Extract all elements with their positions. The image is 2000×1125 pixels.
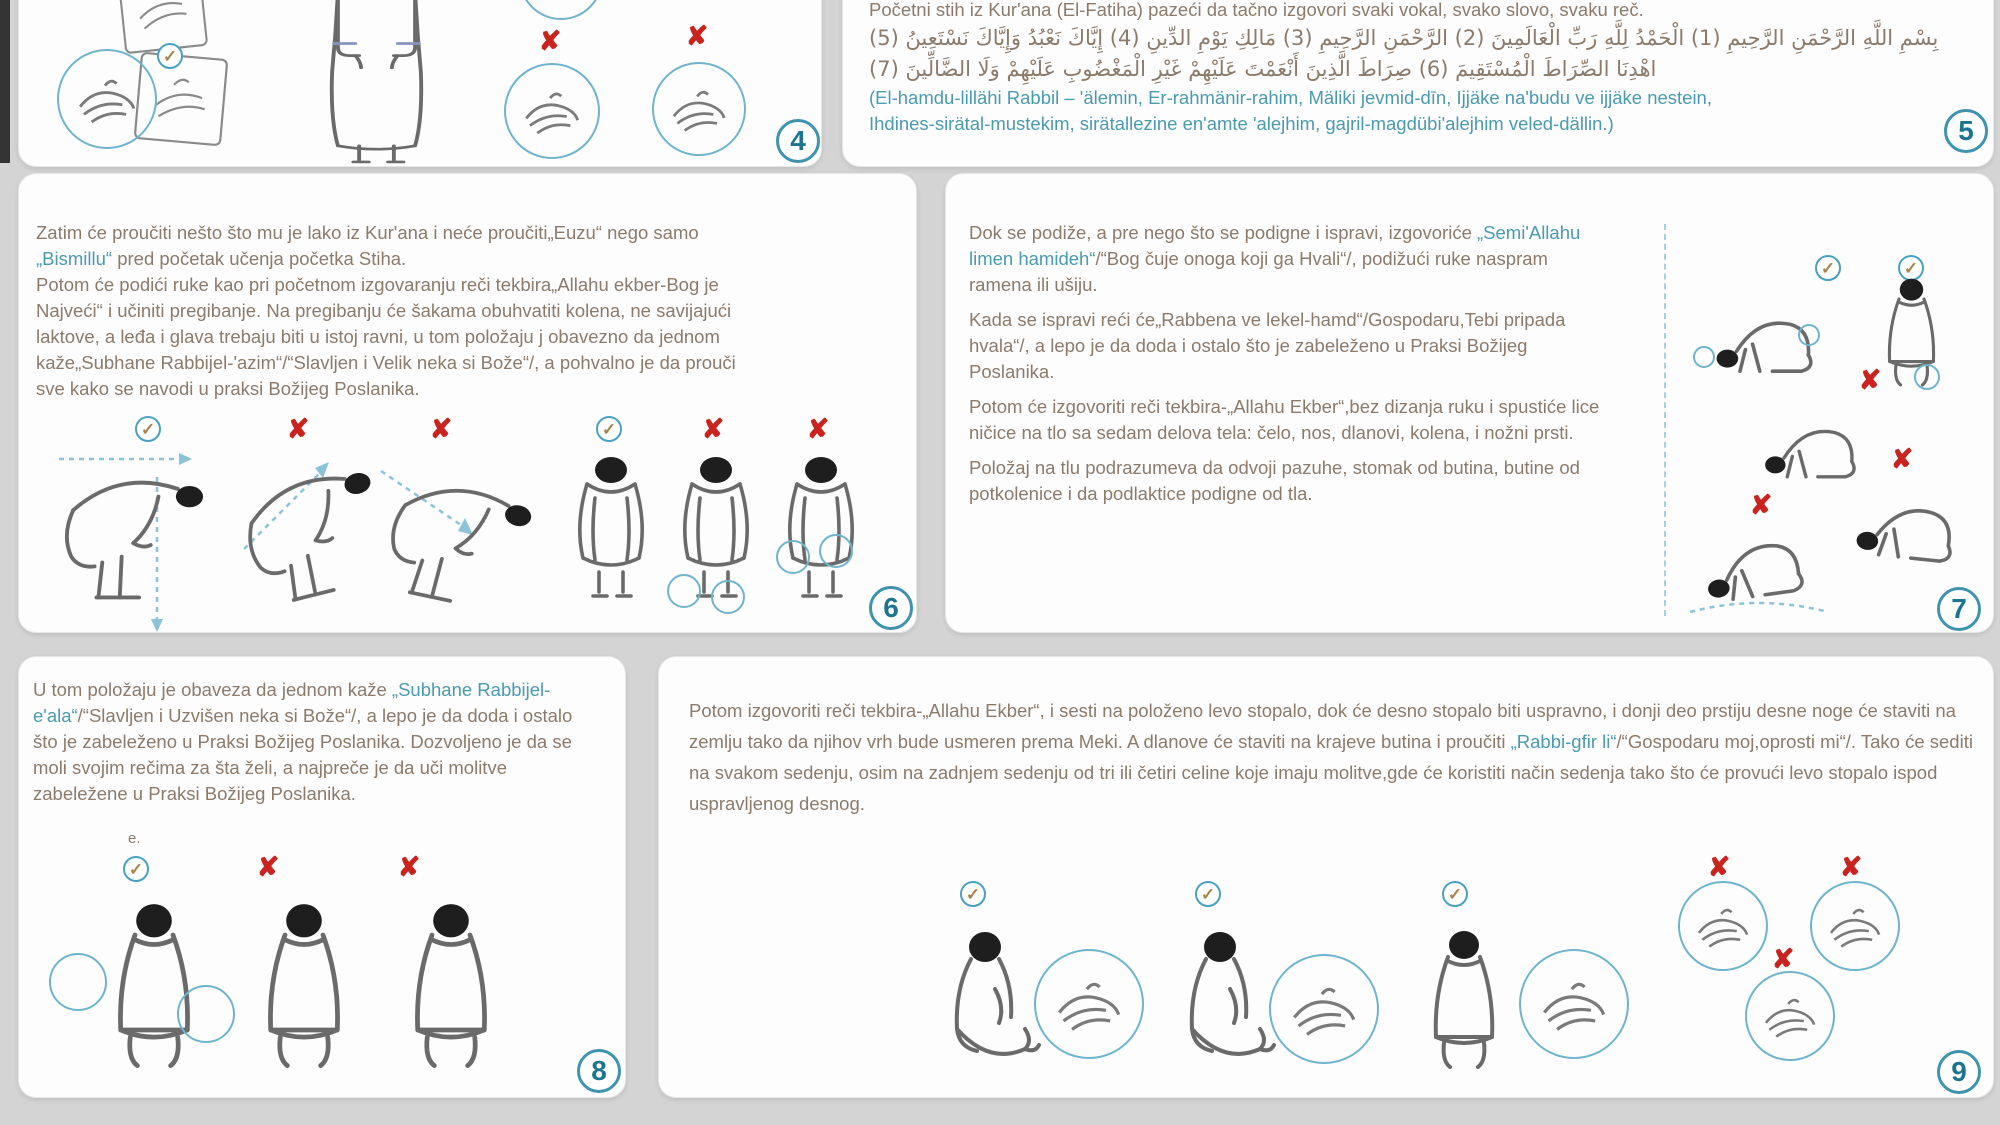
cross-icon: ✘ <box>1839 851 1863 882</box>
panel-6-paragraph-1 <box>36 220 754 272</box>
panel-8 <box>18 656 626 1098</box>
panel-7-paragraph-2: Kada se ispravi reći će„Rabbena ve lekel-hamd“/Gospodaru,Tebi pripada hvala“/, a lepo je da doda i ostalo što je zabeleženo u Praksi Božijeg Poslanika. <box>969 309 1566 382</box>
dashed-divider <box>1664 224 1666 616</box>
panel-5-number-badge <box>1944 109 1988 153</box>
panel-8-number-badge <box>577 1049 621 1093</box>
figure-bowing-front-wrong <box>771 446 871 616</box>
panel-8-highlight-subhane: „Subhane Rabbijel-e'ala“ <box>33 679 551 726</box>
figure-sitting-rear-correct <box>1404 925 1524 1085</box>
panel-9-text-run: Potom izgovoriti reči tekbira-„Allahu Ekber“, i sesti na položeno levo stopalo, dok će desno stopalo biti uspravno, i donji deo prstiju desne noge će staviti na zemlju tako da njihov vrh bude usmeren prema Meki. A dlanove će staviti na krajeve butina i proučiti <box>689 700 1956 752</box>
panel-4 <box>18 0 822 167</box>
panel-4-number: 4 <box>790 125 806 156</box>
panel-8-text-run: /“Slavljen i Uzvišen neka si Bože“/, a lepo je da doda i ostalo što je zabeleženo u Praksi Božijeg Poslanika. Dozvoljeno je da se moli svojim rečima za šta želi, a najpreče je da uči molitve zabeležene u Praksi Božijeg Poslanika. <box>33 705 573 804</box>
wrong-hand-position-circle <box>504 63 600 159</box>
page-edge-shadow <box>0 0 10 163</box>
cross-icon: ✘ <box>1707 851 1731 882</box>
cross-icon: ✘ <box>1858 364 1882 395</box>
figure-prostration-rear-correct <box>1864 274 1959 399</box>
figure-kneeling-rear-wrong <box>229 897 379 1087</box>
figure-bowing-front-correct <box>561 446 661 616</box>
wrong-foot-circle <box>1745 971 1835 1061</box>
knee-detail-circle <box>819 534 853 568</box>
hand-detail-circle <box>519 0 603 20</box>
panel-8-number: 8 <box>591 1055 607 1086</box>
panel-7-paragraph-4: Položaj na tlu podrazumeva da odvoji pazuhe, stomak od butina, butine od potkolenice i da podlaktice podigne od tla. <box>969 457 1580 504</box>
cross-icon: ✘ <box>256 851 280 882</box>
cross-icon: ✘ <box>397 851 421 882</box>
check-icon: ✓ <box>135 416 161 442</box>
cross-icon: ✘ <box>701 413 725 444</box>
hand-detail-circle <box>57 49 157 149</box>
detail-circle <box>1914 364 1940 390</box>
panel-7-number: 7 <box>1951 593 1967 624</box>
panel-5-intro: Početni stih iz Kur'ana (El-Fatiha) pazeći da tačno izgovori svaki vokal, svako slovo, svaku reč. <box>869 0 1644 20</box>
panel-7-highlight-semiallahu: „Semi'Allahu limen hamideh“ <box>969 222 1581 269</box>
panel-7-text-run: Dok se podiže, a pre nego što se podigne i ispravi, izgovoriće <box>969 222 1478 243</box>
check-icon: ✓ <box>960 881 986 907</box>
panel-5-number: 5 <box>1958 115 1974 146</box>
check-icon: ✓ <box>123 856 149 882</box>
panel-6-text <box>36 220 754 402</box>
figure-prostration-wrong <box>1842 472 1986 576</box>
panel-6-number-badge <box>869 586 913 630</box>
panel-6-highlight-bismillu: „Bismillu“ <box>36 248 113 269</box>
figure-kneeling-rear-wrong <box>376 897 526 1087</box>
panel-6-text-run: pred početak učenja početka Stiha. <box>112 248 407 269</box>
panel-9-paragraph <box>689 695 1975 819</box>
panel-9-number-badge <box>1937 1050 1981 1094</box>
cross-icon: ✘ <box>806 413 830 444</box>
foot-detail-circle <box>49 953 107 1011</box>
panel-8-text <box>33 677 601 807</box>
panel-6 <box>18 173 917 633</box>
panel-5-text <box>869 0 1977 137</box>
foot-detail-circle <box>177 985 235 1043</box>
panel-7-paragraph-1 <box>969 220 1603 298</box>
wrong-hand-position-circle <box>652 62 746 156</box>
check-icon: ✓ <box>1195 881 1221 907</box>
panel-9-text-run: /“Gospodaru moj,oprosti mi“/. Tako će sediti na svakom sedenju, osim na zadnjem sedenju od tri ili četiri celine koje imaju molitve,gde će koristiti način sedenja tako što će provući levo stopalo ispod uspravljenog desnog. <box>689 731 1973 814</box>
panel-5-arabic-line-1: بِسْمِ اللَّهِ الرَّحْمَنِ الرَّحِيمِ (1) الْحَمْدُ لِلَّهِ رَبِّ الْعَالَمِينَ (2) الرَّحْمَنِ الرَّحِيمِ (3) مَالِكِ يَوْمِ الدِّينِ (4) إِيَّاكَ نَعْبُدُ وَإِيَّاكَ نَسْتَعِينُ (5) <box>869 26 1939 50</box>
panel-5-transliteration-line-2: Ihdines-sirätal-mustekim, sirätallezine en'amte 'alejhim, gajril-magdübi'alejhim veled-dällin.) <box>869 113 1614 134</box>
cross-icon: ✘ <box>429 413 453 444</box>
knee-detail-circle <box>776 540 810 574</box>
panel-7-text <box>969 220 1603 507</box>
cross-icon: ✘ <box>286 413 310 444</box>
dashed-guide-arc <box>1684 594 1834 618</box>
figure-standing-person <box>309 0 444 166</box>
panel-9 <box>658 656 1994 1098</box>
panel-9-text <box>689 695 1975 819</box>
check-icon: ✓ <box>157 43 183 69</box>
knee-detail-circle <box>711 580 745 614</box>
stray-letter: e. <box>128 830 141 847</box>
foot-detail-circle <box>1269 954 1379 1064</box>
panel-7 <box>945 173 1994 633</box>
detail-circle <box>1798 324 1820 346</box>
panel-5 <box>842 0 1994 167</box>
panel-8-paragraph <box>33 677 601 807</box>
panel-8-text-run: U tom položaju je obaveza da jednom kaže <box>33 679 392 700</box>
cross-icon: ✘ <box>685 20 709 51</box>
panel-9-number: 9 <box>1951 1056 1967 1087</box>
knee-detail-circle <box>667 574 701 608</box>
panel-7-paragraph-3: Potom će izgovoriti reči tekbira-„Allahu Ekber“,bez dizanja ruku i spustiće lice ničice na tlo sa sedam delova tela: čelo, nos, dlanovi, kolena, i nožni prsti. <box>969 396 1600 443</box>
check-icon: ✓ <box>1442 881 1468 907</box>
cross-icon: ✘ <box>1771 943 1795 974</box>
panel-6-text-run: Zatim će proučiti nešto što mu je lako iz Kur'ana i neće proučiti„Euzu“ nego samo <box>36 222 699 243</box>
foot-detail-circle <box>1519 949 1629 1059</box>
foot-detail-circle <box>1034 949 1144 1059</box>
cross-icon: ✘ <box>538 25 562 56</box>
wrong-foot-circle <box>1678 881 1768 971</box>
wrong-foot-circle <box>1810 881 1900 971</box>
panel-9-highlight-rabbigfir: „Rabbi-gfir li“ <box>1510 731 1617 752</box>
panel-4-number-badge <box>776 119 820 163</box>
cross-icon: ✘ <box>1749 489 1773 520</box>
panel-7-number-badge <box>1937 587 1981 631</box>
panel-5-arabic-line-2: اهْدِنَا الصِّرَاطَ الْمُسْتَقِيمَ (6) صِرَاطَ الَّذِينَ أَنْعَمْتَ عَلَيْهِمْ غَيْرِ الْمَغْضُوبِ عَلَيْهِمْ وَلَا الضَّالِّينَ (7) <box>869 57 1657 81</box>
check-icon: ✓ <box>1815 255 1841 281</box>
panel-6-paragraph-2: Potom će podići ruke kao pri početnom izgovaranju reči tekbira„Allahu ekber-Bog je Najveći“ i učiniti pregibanje. Na pregibanju će šakama obuhvatiti kolena, ne savijajući laktove, a leđa i glava trebaju biti u istoj ravni, u tom položaju j obavezno da jednom kaže„Subhane Rabbijel-'azim“/“Slavljen i Velik neka si Bože“/, a pohvalno je da prouči sve kako se navodi u praksi Božijeg Poslanika. <box>36 274 736 399</box>
cross-icon: ✘ <box>1890 443 1914 474</box>
check-icon: ✓ <box>1898 255 1924 281</box>
figure-bowing-correct <box>34 454 219 609</box>
panel-7-text-run: /“Bog čuje onoga koji ga Hvali“/, podižući ruke naspram ramena ili ušiju. <box>969 248 1548 295</box>
detail-circle <box>1693 346 1715 368</box>
check-icon: ✓ <box>596 416 622 442</box>
panel-5-transliteration-line-1: (El-hamdu-lillähi Rabbil – 'älemin, Er-rahmänir-rahim, Mäliki jevmid-dīn, Ijjäke na'budu ve ijjäke nestein, <box>869 87 1712 108</box>
panel-6-number: 6 <box>883 592 899 623</box>
